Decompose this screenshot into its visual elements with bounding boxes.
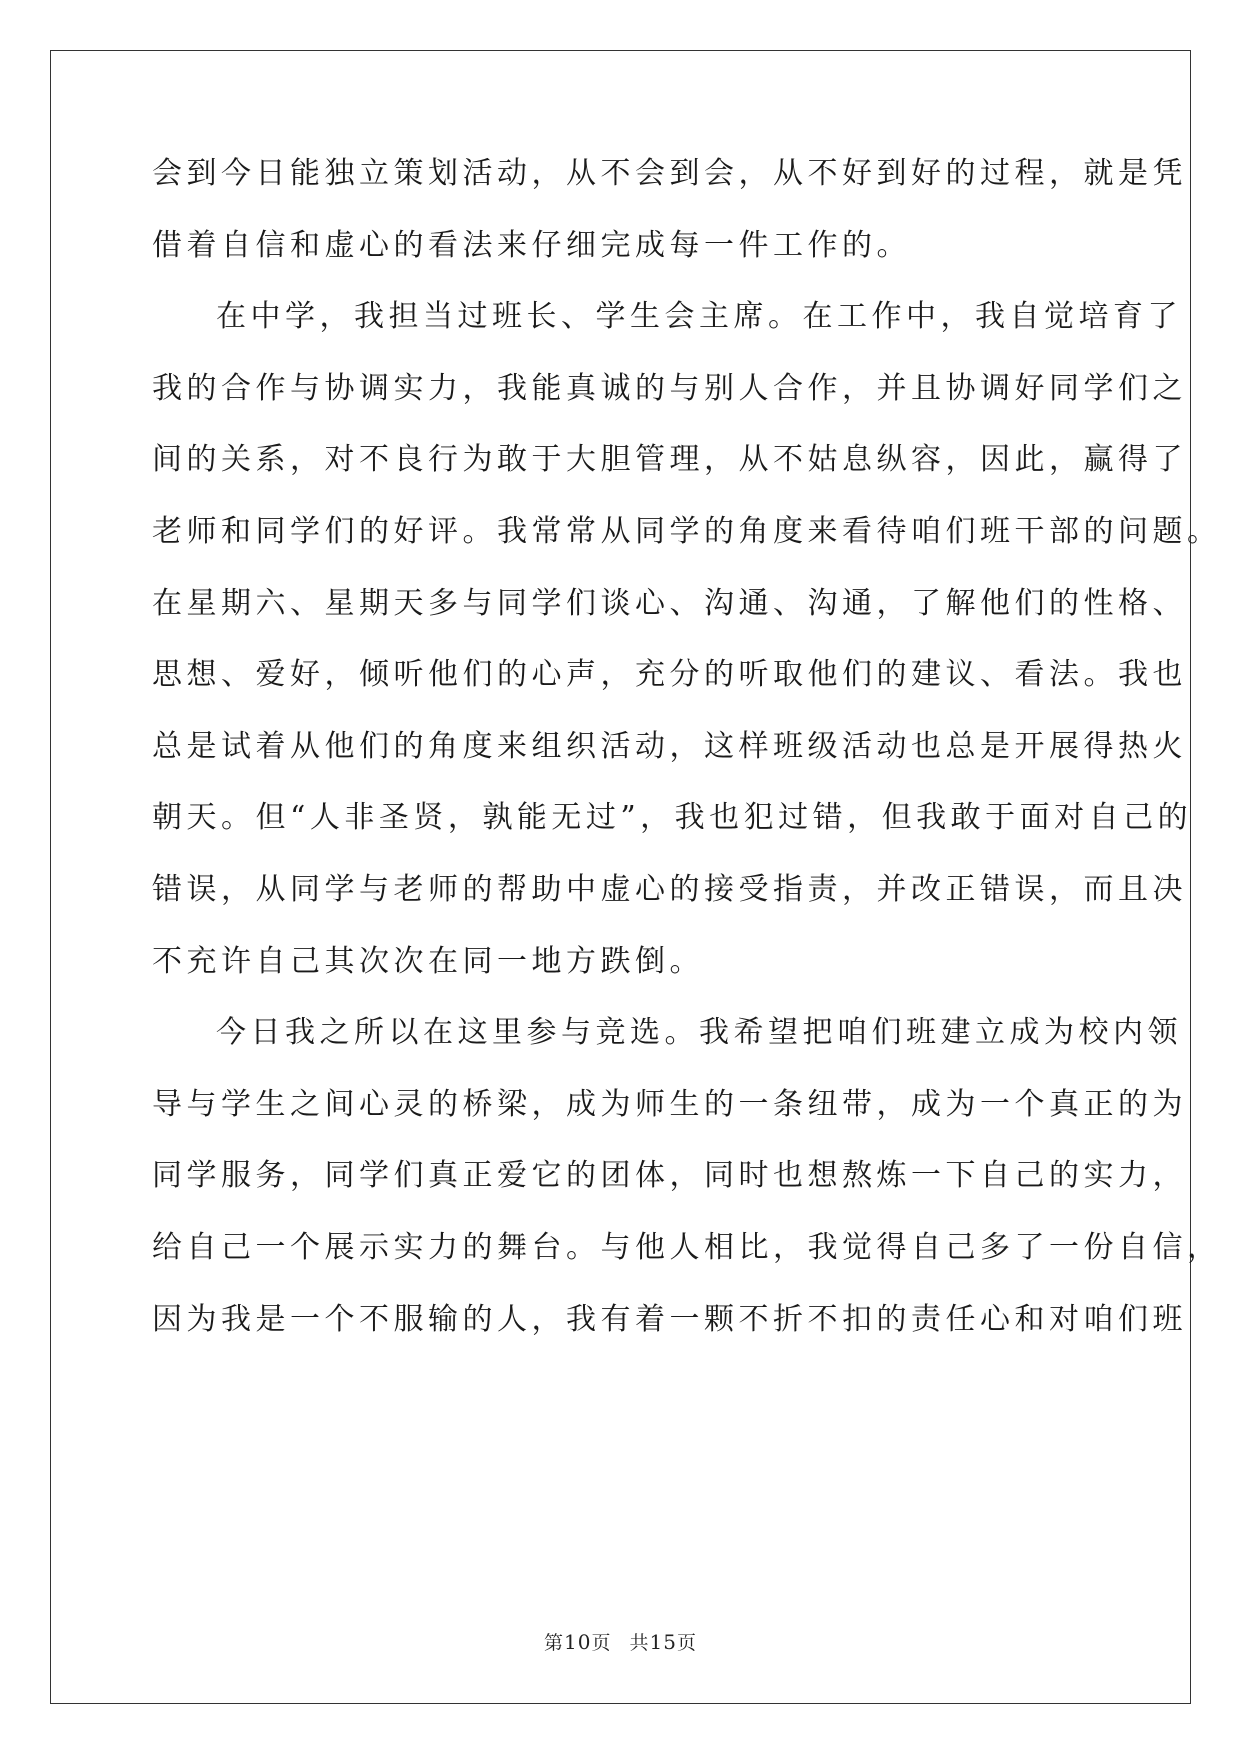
text-line-13: 今日我之所以在这里参与竞选。我希望把咱们班建立成为校内领 [216, 1015, 1182, 1051]
text-line-5: 间的关系，对不良行为敢于大胆管理，从不姑息纵容，因此，赢得了 [152, 442, 1187, 478]
text-line-9: 总是试着从他们的角度来组织活动，这样班级活动也总是开展得热火 [152, 728, 1187, 764]
footer-total-prefix: 共 [629, 1632, 650, 1654]
body-text [152, 156, 1222, 1376]
text-line-4: 我的合作与协调实力，我能真诚的与别人合作，并且协调好同学们之 [152, 370, 1187, 406]
page-footer [0, 1628, 1241, 1655]
text-line-1: 会到今日能独立策划活动，从不会到会，从不好到好的过程，就是凭 [152, 156, 1187, 191]
text-line-17: 因为我是一个不服输的人，我有着一颗不折不扣的责任心和对咱们班 [152, 1301, 1187, 1337]
text-line-15: 同学服务，同学们真正爱它的团体，同时也想熬炼一下自己的实力， [152, 1158, 1187, 1194]
text-line-11: 错误，从同学与老师的帮助中虚心的接受指责，并改正错误，而且决 [152, 871, 1187, 907]
text-line-7: 在星期六、星期天多与同学们谈心、沟通、沟通，了解他们的性格、 [152, 585, 1187, 621]
text-line-6: 老师和同学们的好评。我常常从同学的角度来看待咱们班干部的问题。 [152, 513, 1222, 549]
text-line-12: 不充许自己其次次在同一地方跌倒。 [152, 943, 704, 979]
current-page-number: 10 [564, 1630, 592, 1654]
text-line-3: 在中学，我担当过班长、学生会主席。在工作中，我自觉培育了 [216, 299, 1182, 335]
total-pages-number: 15 [649, 1630, 677, 1654]
footer-page-unit: 页 [591, 1632, 612, 1654]
footer-prefix: 第 [544, 1632, 565, 1654]
text-line-8: 思想、爱好，倾听他们的心声，充分的听取他们的建议、看法。我也 [152, 657, 1187, 693]
text-line-2: 借着自信和虚心的看法来仔细完成每一件工作的。 [152, 227, 911, 263]
footer-total-unit: 页 [676, 1632, 697, 1654]
text-line-16: 给自己一个展示实力的舞台。与他人相比，我觉得自己多了一份自信， [152, 1229, 1222, 1265]
text-line-14: 导与学生之间心灵的桥梁，成为师生的一条纽带，成为一个真正的为 [152, 1086, 1187, 1122]
text-line-10: 朝天。但“人非圣贤，孰能无过”，我也犯过错，但我敢于面对自己的 [152, 800, 1193, 836]
